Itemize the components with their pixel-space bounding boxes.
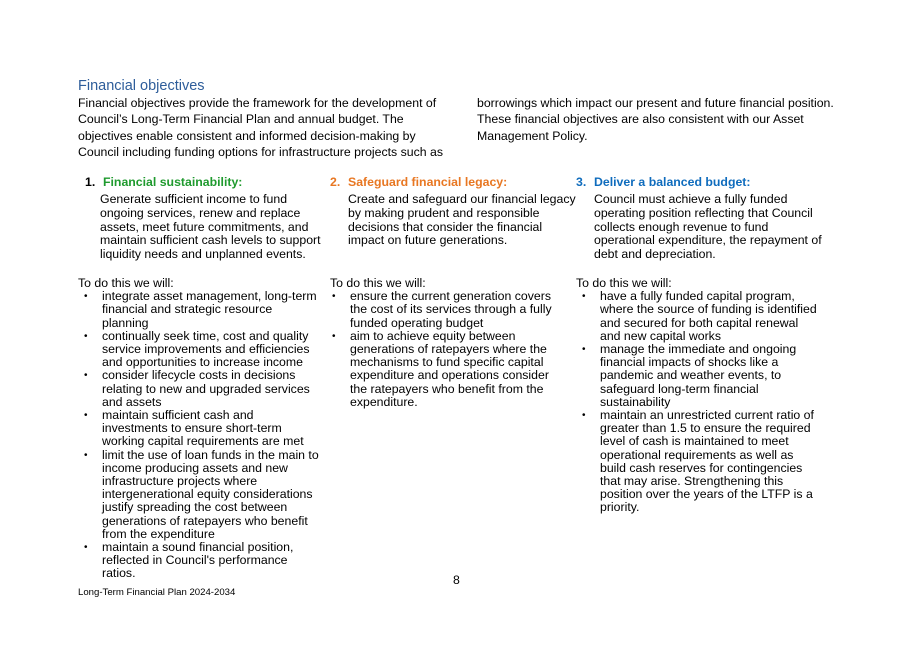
objective-title: Financial sustainability: bbox=[103, 175, 243, 189]
list-item bbox=[78, 409, 322, 449]
objective-number: 1. bbox=[85, 175, 96, 189]
objective-heading bbox=[576, 175, 826, 190]
todo-label: To do this we will: bbox=[78, 276, 174, 290]
objective-description: Generate sufficient income to fund ongoing services, renew and replace assets, meet future commitments, and maintain sufficient cash levels to support liquidity needs and unplanned events. bbox=[100, 192, 321, 262]
list-item bbox=[78, 369, 322, 409]
objective-description: Create and safeguard our financial legacy by making prudent and responsible decisions that consider the financial impact on future generations. bbox=[348, 192, 576, 248]
objective-number: 2. bbox=[330, 175, 341, 189]
list-item-text: maintain a sound financial position, reflected in Council's performance ratios. bbox=[102, 540, 294, 581]
bullet-icon: • bbox=[332, 291, 336, 303]
list-item-text: ensure the current generation covers the cost of its services through a fully funded operating budget bbox=[350, 289, 552, 330]
list-item bbox=[78, 290, 322, 330]
actions-safeguard-financial-legacy bbox=[330, 277, 580, 409]
todo-label: To do this we will: bbox=[330, 276, 426, 290]
list-item bbox=[576, 290, 818, 343]
bullet-icon: • bbox=[84, 542, 88, 554]
list-item bbox=[576, 343, 818, 409]
list-item-text: maintain sufficient cash and investments to ensure short-term working capital requirements are met bbox=[102, 408, 304, 449]
objective-deliver-balanced-budget bbox=[576, 175, 826, 262]
bullet-icon: • bbox=[84, 410, 88, 422]
bullet-icon: • bbox=[84, 370, 88, 382]
todo-label: To do this we will: bbox=[576, 276, 672, 290]
bullet-icon: • bbox=[582, 291, 586, 303]
objective-heading bbox=[330, 175, 580, 190]
objective-description: Council must achieve a fully funded operating position reflecting that Council collects enough revenue to fund operational expenditure, the repayment of debt and depreciation. bbox=[594, 192, 822, 262]
objective-title: Safeguard financial legacy: bbox=[348, 175, 508, 189]
action-list bbox=[78, 290, 322, 580]
list-item bbox=[326, 290, 566, 330]
bullet-icon: • bbox=[84, 291, 88, 303]
list-item-text: continually seek time, cost and quality service improvements and efficiencies and opportunities to increase income bbox=[102, 328, 310, 370]
objective-number: 3. bbox=[576, 175, 587, 189]
action-list bbox=[576, 290, 818, 514]
action-list bbox=[326, 290, 566, 409]
list-item bbox=[78, 330, 322, 370]
list-item-text: maintain an unrestricted current ratio of greater than 1.5 to ensure the required level of cash is maintained to meet operational requirements as well as build cash reserves for contingencies that may arise. Strengthening this position over the years of the LTFP is a priority. bbox=[600, 408, 814, 515]
bullet-icon: • bbox=[84, 449, 88, 461]
objective-financial-sustainability bbox=[78, 175, 328, 262]
intro-paragraph-right bbox=[477, 95, 847, 144]
list-item bbox=[576, 409, 818, 515]
list-item-text: manage the immediate and ongoing financial impacts of shocks like a pandemic and weather events, to safeguard long-term financial sustainability bbox=[600, 342, 797, 409]
intro-paragraph-left bbox=[78, 95, 448, 160]
footer-title: Long-Term Financial Plan 2024-2034 bbox=[78, 587, 236, 598]
list-item bbox=[78, 449, 322, 541]
intro-text-right: borrowings which impact our present and future financial position. These financial objectives are also consistent with our Asset Management Policy. bbox=[477, 96, 834, 143]
page-number: 8 bbox=[453, 573, 460, 587]
bullet-icon: • bbox=[332, 330, 336, 342]
list-item bbox=[78, 541, 322, 581]
bullet-icon: • bbox=[84, 330, 88, 342]
intro-text-left: Financial objectives provide the framework for the development of Council’s Long-Term Financial Plan and annual budget. The objectives enable consistent and informed decision-making by Council including funding options for infrastructure projects such as bbox=[78, 96, 444, 159]
list-item-text: integrate asset management, long-term financial and strategic resource planning bbox=[102, 289, 317, 330]
actions-deliver-balanced-budget bbox=[576, 277, 826, 515]
section-title: Financial objectives bbox=[78, 78, 205, 94]
list-item-text: limit the use of loan funds in the main to income producing assets and new infrastructure projects where intergenerational equity considerations justify spreading the cost between generations of ratepayers who benefit from the expenditure bbox=[102, 447, 319, 541]
list-item-text: consider lifecycle costs in decisions relating to new and upgraded services and assets bbox=[102, 368, 310, 409]
objective-heading bbox=[78, 175, 328, 190]
actions-financial-sustainability bbox=[78, 277, 328, 581]
bullet-icon: • bbox=[582, 344, 586, 356]
list-item-text: aim to achieve equity between generations of ratepayers where the mechanisms to fund specific capital expenditure and operations consider the ratepayers who benefit from the expenditure. bbox=[350, 328, 549, 409]
list-item bbox=[326, 330, 566, 409]
objective-safeguard-financial-legacy bbox=[330, 175, 580, 248]
bullet-icon: • bbox=[582, 410, 586, 422]
list-item-text: have a fully funded capital program, where the source of funding is identified and secured for both capital renewal and new capital works bbox=[600, 289, 817, 343]
objective-title: Deliver a balanced budget: bbox=[594, 175, 751, 189]
